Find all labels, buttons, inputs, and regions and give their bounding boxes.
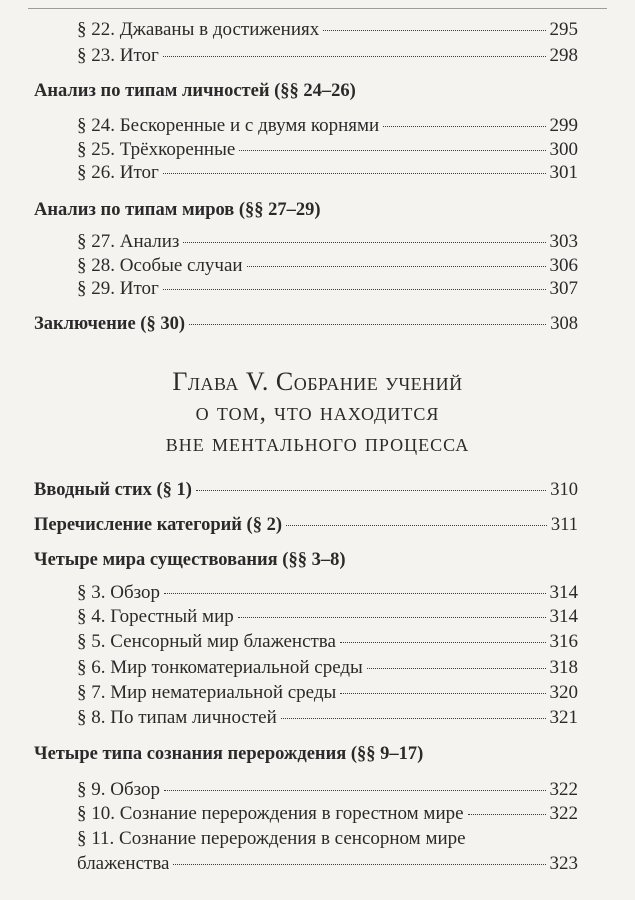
toc-section-heading[interactable] xyxy=(34,741,578,767)
leader-dots xyxy=(163,173,546,174)
toc-entry-page: 321 xyxy=(549,707,578,728)
toc-entry[interactable] xyxy=(77,705,578,731)
leader-dots xyxy=(163,289,546,290)
toc-entry-title: § 22. Джаваны в достижениях xyxy=(77,19,320,40)
toc-entry-page: 320 xyxy=(549,682,578,703)
toc-entry[interactable] xyxy=(77,229,578,255)
toc-section-heading[interactable] xyxy=(34,547,578,573)
leader-dots xyxy=(340,642,546,643)
chapter-title-part: лава V. С xyxy=(187,367,294,396)
chapter-title-part: обрание учений xyxy=(293,367,463,396)
toc-entry-title: § 9. Обзор xyxy=(77,779,161,800)
toc-entry-title: § 24. Бескоренные и с двумя корнями xyxy=(77,115,380,136)
toc-entry-title: § 6. Мир тонкоматериальной среды xyxy=(77,657,363,678)
leader-dots xyxy=(164,593,545,594)
toc-section-heading[interactable] xyxy=(34,512,578,538)
toc-entry-title: § 7. Мир нематериальной среды xyxy=(77,682,337,703)
toc-section-page: 311 xyxy=(550,515,578,535)
toc-section-title: Вводный стих (§ 1) xyxy=(34,480,192,500)
toc-entry[interactable] xyxy=(77,276,578,302)
toc-entry-title: § 4. Горестный мир xyxy=(77,606,234,627)
toc-entry-page: 298 xyxy=(549,45,578,66)
leader-dots xyxy=(239,150,545,151)
toc-entry-title-line-1[interactable]: § 11. Сознание перерождения в сенсорном мире xyxy=(77,828,466,849)
toc-entry-title: § 28. Особые случаи xyxy=(77,255,243,276)
toc-entry-page: 306 xyxy=(549,255,578,276)
toc-entry-page: 322 xyxy=(549,779,578,800)
toc-entry-title: § 27. Анализ xyxy=(77,231,180,252)
toc-entry-title: § 5. Сенсорный мир блаженства xyxy=(77,631,336,652)
toc-entry-page: 303 xyxy=(549,231,578,252)
leader-dots xyxy=(196,490,546,491)
leader-dots xyxy=(183,242,545,243)
toc-entry-title: § 29. Итог xyxy=(77,278,159,299)
toc-entry-title: § 23. Итог xyxy=(77,45,159,66)
leader-dots xyxy=(323,30,545,31)
chapter-title-line-3: вне ментального процесса xyxy=(165,430,470,457)
toc-section-title: Перечисление категорий (§ 2) xyxy=(34,515,283,535)
toc-entry-page: 323 xyxy=(549,853,578,874)
chapter-title-line-2: о том, что находится xyxy=(195,399,440,426)
chapter-title-line-1 xyxy=(0,367,635,397)
toc-section-title: Заключение (§ 30) xyxy=(34,314,185,334)
toc-entry-title: § 3. Обзор xyxy=(77,582,161,603)
leader-dots xyxy=(383,126,545,127)
toc-entry[interactable] xyxy=(77,17,578,43)
leader-dots xyxy=(281,718,546,719)
toc-entry[interactable] xyxy=(77,580,578,606)
toc-section-heading[interactable] xyxy=(34,311,578,337)
toc-entry[interactable] xyxy=(77,604,578,630)
leader-dots xyxy=(238,617,546,618)
toc-section-page: 308 xyxy=(550,314,578,334)
toc-section-title: Четыре типа сознания перерождения (§§ 9–17) xyxy=(34,744,424,764)
toc-entry-page: 322 xyxy=(549,803,578,824)
toc-entry-page: 307 xyxy=(549,278,578,299)
toc-entry[interactable] xyxy=(77,629,578,655)
toc-entry-title: § 10. Сознание перерождения в горестном мире xyxy=(77,803,464,824)
leader-dots xyxy=(163,56,546,57)
leader-dots xyxy=(164,790,545,791)
toc-entry[interactable] xyxy=(77,160,578,186)
leader-dots xyxy=(247,266,546,267)
leader-dots xyxy=(367,668,546,669)
toc-entry[interactable] xyxy=(77,801,578,827)
toc-entry-title: § 25. Трёхкоренные xyxy=(77,139,236,160)
toc-section-title: Анализ по типам миров (§§ 27–29) xyxy=(34,200,321,220)
toc-entry-title: § 8. По типам личностей xyxy=(77,707,277,728)
toc-entry-page: 295 xyxy=(549,19,578,40)
chapter-title-initial: Г xyxy=(172,367,188,396)
toc-section-title: Четыре мира существования (§§ 3–8) xyxy=(34,550,346,570)
toc-section-heading[interactable] xyxy=(34,197,578,223)
toc-section-heading[interactable] xyxy=(34,477,578,503)
toc-entry[interactable] xyxy=(77,655,578,681)
toc-entry-page: 314 xyxy=(549,582,578,603)
toc-section-title: Анализ по типам личностей (§§ 24–26) xyxy=(34,81,356,101)
toc-entry-page: 299 xyxy=(549,115,578,136)
toc-section-page: 310 xyxy=(550,480,578,500)
toc-entry-page: 300 xyxy=(549,139,578,160)
leader-dots xyxy=(468,814,546,815)
leader-dots xyxy=(173,864,545,865)
top-rule xyxy=(28,8,607,9)
toc-entry-title-line-2: блаженства xyxy=(77,853,170,874)
toc-entry-page: 314 xyxy=(549,606,578,627)
toc-entry-page: 301 xyxy=(549,162,578,183)
toc-entry[interactable] xyxy=(77,680,578,706)
toc-entry-page: 316 xyxy=(549,631,578,652)
toc-section-heading[interactable] xyxy=(34,78,578,104)
leader-dots xyxy=(189,324,546,325)
leader-dots xyxy=(286,525,547,526)
toc-entry-page: 318 xyxy=(549,657,578,678)
toc-entry[interactable] xyxy=(77,43,578,69)
leader-dots xyxy=(340,693,545,694)
toc-entry[interactable] xyxy=(77,113,578,139)
toc-entry-continuation[interactable] xyxy=(77,851,578,877)
toc-entry-title: § 26. Итог xyxy=(77,162,159,183)
toc-entry[interactable] xyxy=(77,777,578,803)
